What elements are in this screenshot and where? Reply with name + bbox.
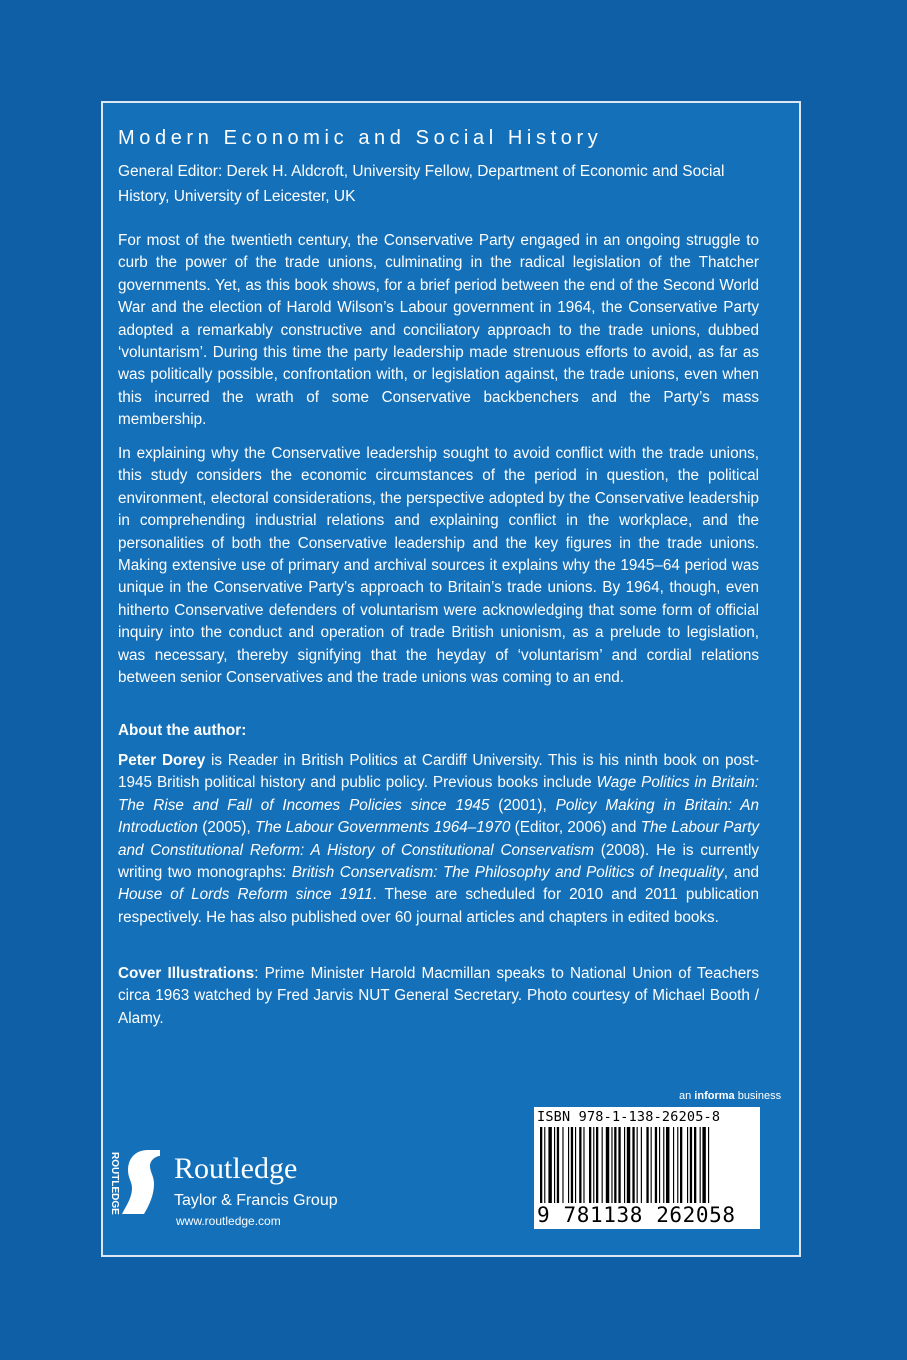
- barcode-bar: [655, 1127, 657, 1203]
- barcode-bar: [602, 1127, 603, 1203]
- barcode-bar: [694, 1127, 696, 1203]
- isbn-barcode: [534, 1107, 760, 1229]
- bio-text-6: , and: [723, 864, 759, 882]
- about-heading: About the author:: [118, 722, 247, 739]
- barcode-bar: [606, 1127, 609, 1203]
- book-title-4: The Labour Party and Constitutional Reform: A History of Constitutional Conservatism: [118, 819, 760, 859]
- barcode-bar: [544, 1127, 545, 1203]
- isbn-text: ISBN 978-1-138-26205-8: [537, 1109, 721, 1125]
- bio-text-4: (Editor, 2006) and: [510, 819, 641, 837]
- barcode-bar: [677, 1127, 678, 1203]
- bio-text-7: . These are scheduled for 2010 and 2011 publication respectively. He has also published over 60 journal articles and chapters in edited books.: [118, 886, 759, 926]
- barcode-bar: [614, 1127, 616, 1203]
- barcode-bar: [702, 1127, 705, 1203]
- barcode-bar: [562, 1127, 563, 1203]
- author-name: Peter Dorey: [118, 752, 206, 769]
- informa-tagline: an informa business: [679, 1090, 782, 1102]
- book-title-3: The Labour Governments 1964–1970: [255, 819, 511, 837]
- barcode-bar: [593, 1127, 594, 1203]
- informa-brand: informa: [694, 1090, 735, 1102]
- bio-text-1: is Reader in British Politics at Cardiff University. This is his ninth book on post-1945 British political history and public policy. Previous books include: [118, 752, 759, 792]
- barcode-bar: [690, 1127, 692, 1203]
- barcode-bar: [663, 1127, 664, 1203]
- barcode-bar: [637, 1127, 638, 1203]
- barcode-bar: [700, 1127, 701, 1203]
- ean-digits: 9 781138 262058: [537, 1203, 736, 1227]
- publisher-name: Routledge: [174, 1152, 298, 1185]
- barcode-bar: [579, 1127, 581, 1203]
- cover-illustrations: [118, 963, 759, 1030]
- barcode-bar: [575, 1127, 576, 1203]
- barcode-bar: [627, 1127, 630, 1203]
- barcode-bar: [708, 1127, 709, 1203]
- book-title-5: British Conservatism: The Philosophy and Politics of Inequality: [291, 864, 724, 882]
- blurb-paragraph-2: In explaining why the Conservative leadership sought to avoid conflict with the trade unions, this study considers the economic circumstances of the period in question, the political environment, electoral considerations, the perspective adopted by the Conservative leadership in comprehending industrial relations and explaining conflict in the workplace, and the personalities of both the Conservative leadership and the key figures in the trade unions. Making extensive use of primary and archival sources it explains why the 1945–64 period was unique in the Conservative Party’s approach to Britain’s trade unions. By 1964, though, even hitherto Conservative defenders of voluntarism were acknowledging that some form of official inquiry into the conduct and operation of trade British unionism, as a prelude to legislation, was necessary, thereby signifying that the heyday of ‘voluntarism’ and cordial relations between senior Conservatives and the trade unions was coming to an end.: [118, 445, 759, 687]
- barcode-bar: [673, 1127, 674, 1203]
- author-bio: [118, 750, 759, 929]
- barcode-bar: [540, 1127, 542, 1203]
- cover-text: : Prime Minister Harold Macmillan speaks to National Union of Teachers circa 1963 watched by Fred Jarvis NUT General Secretary. Photo courtesy of Michael Booth / Alamy.: [118, 965, 759, 1027]
- barcode-bars: [540, 1127, 754, 1203]
- barcode-bar: [589, 1127, 591, 1203]
- barcode-bar: [680, 1127, 682, 1203]
- barcode-bar: [571, 1127, 573, 1203]
- logo-vertical-text: ROUTLEDGE: [109, 1152, 120, 1215]
- barcode-bar: [596, 1127, 598, 1203]
- routledge-logo-icon: [104, 1148, 168, 1218]
- barcode-bar: [687, 1127, 688, 1203]
- cover-label: Cover Illustrations: [118, 965, 255, 982]
- book-title-6: House of Lords Reform since 1911: [118, 886, 373, 904]
- barcode-bar: [568, 1127, 569, 1203]
- barcode-bar: [651, 1127, 652, 1203]
- barcode-bar: [646, 1127, 648, 1203]
- publisher-url[interactable]: www.routledge.com: [176, 1214, 281, 1228]
- barcode-bar: [666, 1127, 669, 1203]
- series-title: Modern Economic and Social History: [118, 127, 603, 149]
- book-title-2: Policy Making in Britain: An Introduction: [118, 796, 760, 837]
- blurb-paragraph-1: For most of the twentieth century, the Conservative Party engaged in an ongoing struggle to curb the power of the trade unions, culminating in the radical legislation of the Thatcher governments. Yet, as this book shows, for a brief period between the end of the Second World War and the election of Harold Wilson’s Labour government in 1964, the Conservative Party adopted a remarkably constructive and conciliatory approach to the trade unions, dubbed ‘voluntarism’. During this time the party leadership made strenuous efforts to avoid, as far as was politically possible, confrontation with, or legislation against, the trade unions, even when this incurred the wrath of some Conservative backbenchers and the Party’s mass membership.: [118, 232, 759, 429]
- barcode-bar: [583, 1127, 584, 1203]
- barcode-bar: [618, 1127, 620, 1203]
- barcode-bar: [632, 1127, 634, 1203]
- barcode-bar: [611, 1127, 612, 1203]
- book-title-1: Wage Politics in Britain: The Rise and Fall of Incomes Policies since 1945: [118, 774, 760, 814]
- bio-text-2: (2001),: [489, 796, 556, 814]
- barcode-bar: [557, 1127, 559, 1203]
- barcode-bar: [554, 1127, 555, 1203]
- barcode-bar: [624, 1127, 625, 1203]
- barcode-bar: [659, 1127, 660, 1203]
- barcode-bar: [641, 1127, 642, 1203]
- bio-text-3: (2005),: [197, 819, 256, 837]
- publisher-group: Taylor & Francis Group: [174, 1192, 338, 1209]
- barcode-bar: [548, 1127, 551, 1203]
- bio-text-5: (2008). He is currently writing two monographs:: [118, 841, 759, 882]
- general-editor: General Editor: Derek H. Aldcroft, University Fellow, Department of Economic and Social History, University of Leicester, UK: [118, 163, 725, 205]
